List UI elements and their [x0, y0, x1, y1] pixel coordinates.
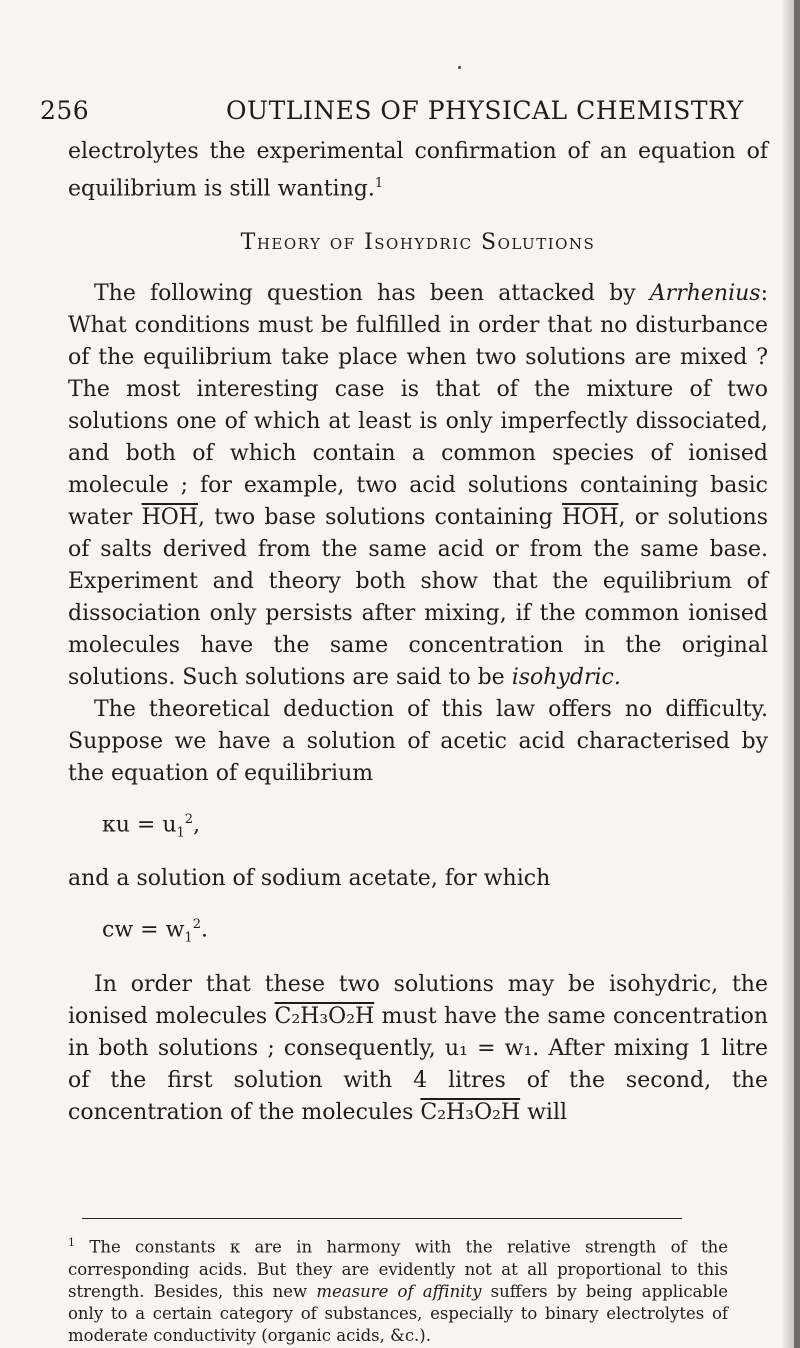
eq2-lhs: cw = w	[102, 917, 185, 943]
page-edge-binding	[794, 0, 800, 1348]
term-isohydric: isohydric.	[511, 664, 621, 690]
formula-acetic-ion-2: C₂H₃O₂H	[420, 1099, 521, 1125]
para4-a: In order that these two solutions may be isohydric, the ionised molecules	[68, 971, 768, 1029]
footnote-emphasis: measure of affinity	[316, 1281, 482, 1301]
footnote-divider	[82, 1218, 682, 1219]
author-name: Arrhenius	[649, 280, 761, 306]
body-text	[68, 136, 768, 1129]
footnote-text-b: suffers by being applicable only to a certain category of substances, especially to binary electrolytes of moderate conductivity (organic acids, &c.).	[68, 1281, 728, 1345]
footnote	[68, 1232, 728, 1347]
paragraph-sodium-acetate: and a solution of sodium acetate, for which	[68, 866, 551, 892]
eq1-exponent: 2	[184, 811, 194, 827]
paragraph-deduction: The theoretical deduction of this law offers no difficulty. Suppose we have a solution of acetic acid characterised by the equation of equilibrium	[68, 696, 768, 786]
para4-b: must have the same concentration in both solutions ; consequently, u₁ = w₁. After mixing 1 litre of the first solution with 4 litres of the second, the concentration of the molecules	[68, 1003, 769, 1125]
opening-text: electrolytes the experimental confirmation of an equation of equilibrium is still wanting.	[68, 139, 768, 202]
formula-hoh-acid: $\overline{HOH}$	[141, 504, 198, 530]
paragraph-isohydric-condition	[68, 969, 768, 1129]
footnote-text-a: The constants κ are in harmony with the relative strength of the corresponding acids. But they are evidently not at all proportional to this strength. Besides, this new	[68, 1237, 728, 1301]
print-speck	[458, 66, 461, 69]
equation-acetic-acid	[68, 804, 768, 850]
eq2-punct: .	[200, 917, 208, 943]
para1-b: : What conditions must be fulfilled in order that no disturbance of the equilibrium take place when two solutions are mixed ? The most interesting case is that of the mixture of two solutions one of which at least is only imperfectly dissociated, and both of which contain a common species of ionised molecule ; for example, two acid solutions containing basic water	[68, 280, 768, 530]
formula-acetic-ion-1: C₂H₃O₂H	[274, 1003, 375, 1029]
eq2-exponent: 2	[192, 917, 201, 933]
eq2-subscript: 1	[184, 930, 193, 946]
page-number: 256	[40, 96, 90, 125]
running-title: OUTLINES OF PHYSICAL CHEMISTRY	[226, 96, 744, 125]
para1-c: , two base solutions containing	[197, 504, 563, 530]
paragraph-question	[68, 278, 768, 694]
footnote-reference: 1	[374, 176, 384, 191]
eq1-lhs: κu = u	[102, 811, 177, 837]
section-heading: Theory of Isohydric Solutions	[240, 230, 596, 256]
opening-paragraph	[68, 136, 768, 205]
para4-c: will	[520, 1099, 568, 1125]
eq1-punct: ,	[193, 811, 201, 837]
eq1-subscript: 1	[176, 825, 185, 841]
para1-a: The following question has been attacked by	[94, 280, 650, 306]
para1-d: , or solutions of salts derived from the same acid or from the same base. Experiment and theory both show that the equilibrium of dissociation only persists after mixing, if the common ionised molecules have the same concentration in the original solutions. Such solutions are said to be	[68, 504, 768, 690]
footnote-mark: 1	[68, 1236, 75, 1249]
formula-hoh-base: $\overline{HOH}$	[562, 504, 619, 530]
equation-sodium-acetate	[68, 909, 768, 955]
